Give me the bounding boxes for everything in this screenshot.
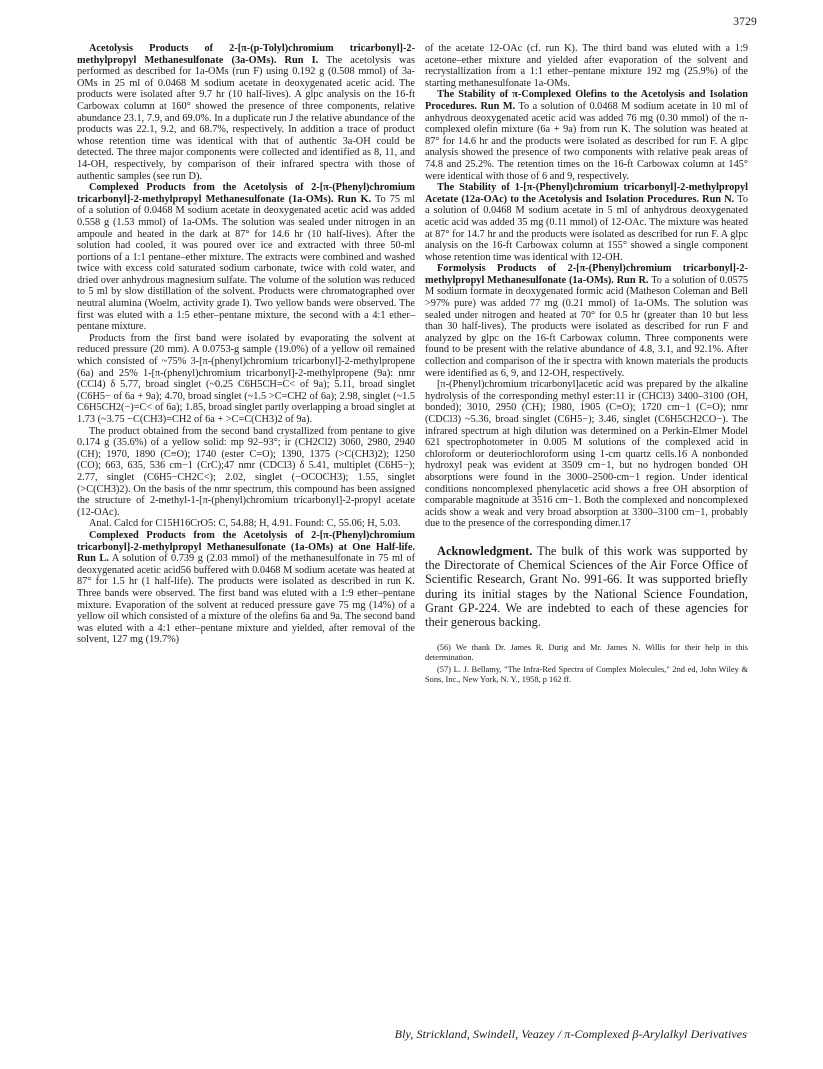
footnote: (56) We thank Dr. James R. Durig and Mr. James N. Willis for their help in this determination. <box>425 643 748 662</box>
paragraph-text: To a solution of 0.0575 M sodium formate in deoxygenated formic acid (Matheson Coleman and Bell >97% pure) was added 77 mg (0.21 mmol) of 1a-OMs. The solution was sealed under nitrogen and heated at 70° for 0.5 hr (greater than 10 but less than 30 half-lives). The products were isolated as described for run F and analyzed by glpc on the 16-ft Carbowax column. Three components were found to be present with the relative abundance of 4.8, 3.1, and 92.1%. After collection and comparison of the ir spectra with known materials the products were identified as 6, 9, and 12-OH, respectively. <box>425 274 749 379</box>
footnote: (57) L. J. Bellamy, "The Infra-Red Spectra of Complex Molecules," 2nd ed, John Wiley & Sons, Inc., New York, N. Y., 1958, p 162 ff. <box>425 665 748 684</box>
paragraph <box>77 182 415 333</box>
paragraph <box>425 379 748 530</box>
paragraph-text: A solution of 0.739 g (2.03 mmol) of the methanesulfonate in 75 ml of deoxygenated acetic acid56 buffered with 0.0468 M sodium acetate was heated at 87° for 1.5 hr (1 half-life). The products were isolated as described in run K. Three bands were observed. The first band was eluted with a 1:9 ether–pentane mixture. Evaporation of the solvent at reduced pressure gave 75 mg (14%) of a yellow oil which consisted of a mixture of the olefins 6a and 9a. The second band was eluted with a 4:1 ether–pentane mixture and yielded, after removal of the solvent, 127 mg (19.7%) <box>77 553 415 646</box>
paragraph <box>425 43 748 89</box>
footnotes <box>425 643 748 684</box>
paragraph-text: To a solution of 0.0468 M sodium acetate in 5 ml of anhydrous deoxygenated acetic acid was added 35 mg (0.11 mmol) of 12-OAc. The mixture was heated at 87° for 14.7 hr and the products were isolated as described for run F. A glpc analysis on the 16-ft Carbowax column at 155° showed a single component whose retention time was identical with 12-OH. <box>425 193 748 263</box>
paragraph <box>77 426 415 519</box>
paragraph <box>77 530 415 646</box>
acknowledgment <box>425 544 748 629</box>
paragraph-text: of the acetate 12-OAc (cf. run K). The third band was eluted with a 1:9 acetone–ether mixture and yielded after evaporation of the solvent and recrystallization from a 1:1 ether–pentane mixture 192 mg (25.9%) of the starting methanesulfonate 1a-OMs. <box>425 43 748 89</box>
left-column <box>77 43 415 646</box>
paragraph-text: To a solution of 0.0468 M sodium acetate in 10 ml of anhydrous deoxygenated acetic acid was added 76 mg (0.30 mmol) of the π-complexed olefin mixture (6a + 9a) from run K. The solution was heated at 87° for 14.6 hr and the products were isolated as described for run F. A glpc analysis showed the presence of two components with relative peak areas of 74.8 and 25.2%. The retention times on the 16-ft Carbowax column at 145° were identical with those of 6 and 9, respectively. <box>425 100 748 182</box>
paragraph-text: The product obtained from the second band crystallized from pentane to give 0.174 g (35.6%) of a yellow solid: mp 92–93°; ir (CH2Cl2) 3060, 2980, 2940 (CH); 1970, 1890 (C≡O); 1740 (ester C=O); 1390, 1375 (>C(CH3)2); 1250 (CO); 663, 635, 536 cm−1 (CrC);47 nmr (CDCl3) δ 5.41, multiplet (C6H5−); 2.77, singlet (C6H5−CH2C<); 2.02, singlet (−OCOCH3); 1.55, singlet (>C(CH3)2). On the basis of the nmr spectrum, this compound has been assigned the structure of 2-methyl-1-[π-(phenyl)chromium tricarbonyl]-2-propyl acetate (12-OAc). <box>77 425 415 518</box>
paragraph-heading: The Stability of π-Complexed Olefins to the Acetolysis and Isolation Procedures. Run M. <box>425 89 748 112</box>
paragraph-text: [π-(Phenyl)chromium tricarbonyl]acetic acid was prepared by the alkaline hydrolysis of the corresponding methyl ester:11 ir (CHCl3) 3400–3100 (OH, bonded); 3010, 2950 (CH); 1980, 1905 (C≡O); 1720 cm−1 (C=O); nmr (CDCl3) ~5.36, broad singlet (C6H5−); 3.46, singlet (C6H5CH2CO−). The infrared spectrum at high dilution was determined on a Perkin-Elmer Model 621 spectrophotometer in 0.005 M solutions of the complexed acid in chloroform or deuteriochloroform using 1-cm quartz cells.16 A nonbonded hydroxyl peak was evident at 3509 cm−1, but no hydrogen bonded OH absorptions were found in the 3000–2500-cm−1 region. Under identical conditions noncomplexed phenylacetic acid shows a free OH absorption of comparable magnitude at 3516 cm−1. Both the complexed and noncomplexed acids show a weak and very broad absorption at 3300–3100 cm−1, probably due to the presence of the corresponding dimer.17 <box>425 379 748 530</box>
paragraph <box>425 182 748 263</box>
paragraph-heading: Complexed Products from the Acetolysis of 2-[π-(Phenyl)chromium tricarbonyl]-2-methylpropyl Methanesulfonate (1a-OMs) at One Half-life. Run L. <box>77 529 415 565</box>
paragraph <box>425 263 748 379</box>
paragraph-heading: Acetolysis Products of 2-[π-(p-Tolyl)chromium tricarbonyl]-2-methylpropyl Methanesulfonate (3a-OMs). Run I. <box>77 43 415 66</box>
paragraph <box>77 333 415 426</box>
page-number: 3729 <box>733 16 757 28</box>
paragraph-text: Anal. Calcd for C15H16CrO5: C, 54.88; H, 4.91. Found: C, 55.06; H, 5.03. <box>89 518 401 530</box>
paragraph <box>425 89 748 182</box>
running-footer: Bly, Strickland, Swindell, Veazey / π-Complexed β-Arylalkyl Derivatives <box>394 1027 747 1041</box>
paragraph-heading: Complexed Products from the Acetolysis of 2-[π-(Phenyl)chromium tricarbonyl]-2-methylpropyl Methanesulfonate (1a-OMs). Run K. <box>77 182 415 205</box>
right-column <box>425 43 748 688</box>
acknowledgment-text: The bulk of this work was supported by the Directorate of Chemical Sciences of the Air Force Office of Scientific Research, Grant No. 991-66. It was supported briefly during its initial stages by the National Science Foundation, Grant GP-224. We are indebted to each of these agencies for their generous backing. <box>425 543 748 629</box>
paragraph <box>77 518 415 530</box>
paragraph-text: The acetolysis was performed as described for 1a-OMs (run F) using 0.192 g (0.508 mmol) of 3a-OMs in 25 ml of 0.0468 M sodium acetate in deoxygenated acetic acid. The products were isolated after 9.7 hr (10 half-lives). A glpc analysis on the 16-ft Carbowax column at 160° showed the presence of three components, relative abundance 23.1, 7.9, and 69.0%. In a duplicate run J the relative abundance of the products was 22.1, 9.2, and 68.7%, respectively. In addition a trace of product whose retention time was identical with that of authentic 3a-OH could be detected. The three major components were collected and identified as 8, 11, and 14-OH, respectively, by comparison of their infrared spectra with those of authentic samples (see run D). <box>77 54 416 182</box>
paragraph-heading: Formolysis Products of 2-[π-(Phenyl)chromium tricarbonyl]-2-methylpropyl Methanesulfonate (1a-OMs). Run R. <box>425 263 748 286</box>
paragraph-heading: The Stability of 1-[π-(Phenyl)chromium tricarbonyl]-2-methylpropyl Acetate (12a-OAc) to the Acetolysis and Isolation Procedures. Run N. <box>425 182 748 205</box>
paragraph <box>77 43 415 182</box>
acknowledgment-heading: Acknowledgment. <box>437 543 533 558</box>
paragraph-text: To 75 ml of a solution of 0.0468 M sodium acetate in deoxygenated acetic acid was added 0.558 g (1.53 mmol) of 1a-OMs. The solution was sealed under nitrogen in an ampoule and heated in the dark at 87° for 14.6 hr (10 half-lives). After the solution had cooled, it was poured over ice and extracted with three 50-ml portions of a 1:1 pentane–ether mixture. The extracts were combined and washed twice with excess cold saturated sodium carbonate, twice with cold water, and dried over anhydrous magnesium sulfate. The volume of the solution was reduced to 5 ml by slow distillation of the solvent. Products were chromatographed over neutral alumina (Woelm, activity grade I). Two yellow bands were observed. The first was eluted with a 1:5 ether–pentane mixture, the second with a 4:1 ether–pentane mixture. <box>77 193 415 333</box>
paragraph-text: Products from the first band were isolated by evaporating the solvent at reduced pressure (20 mm). A 0.0753-g sample (19.0%) of a yellow oil remained which consisted of ~75% 3-[π-(phenyl)chromium tricarbonyl]-2-methylpropene (6a) and 25% 1-[π-(phenyl)chromium tricarbonyl]-2-methylpropene (9a): nmr (CCl4) δ 5.77, broad singlet (~0.25 C6H5CH=C< of 9a); 5.11, broad singlet (C6H5− of 6a + 9a); 4.70, broad singlet (~1.5 >C=CH2 of 6a); 2.98, singlet (~1.5 C6H5CH2(−)=C< of 6a); 1.85, broad singlet partly overlapping a broad singlet at 1.73 (~3.75 −C(CH3)=CH2 of 6a + >C=C(CH3)2 of 9a). <box>77 332 415 425</box>
